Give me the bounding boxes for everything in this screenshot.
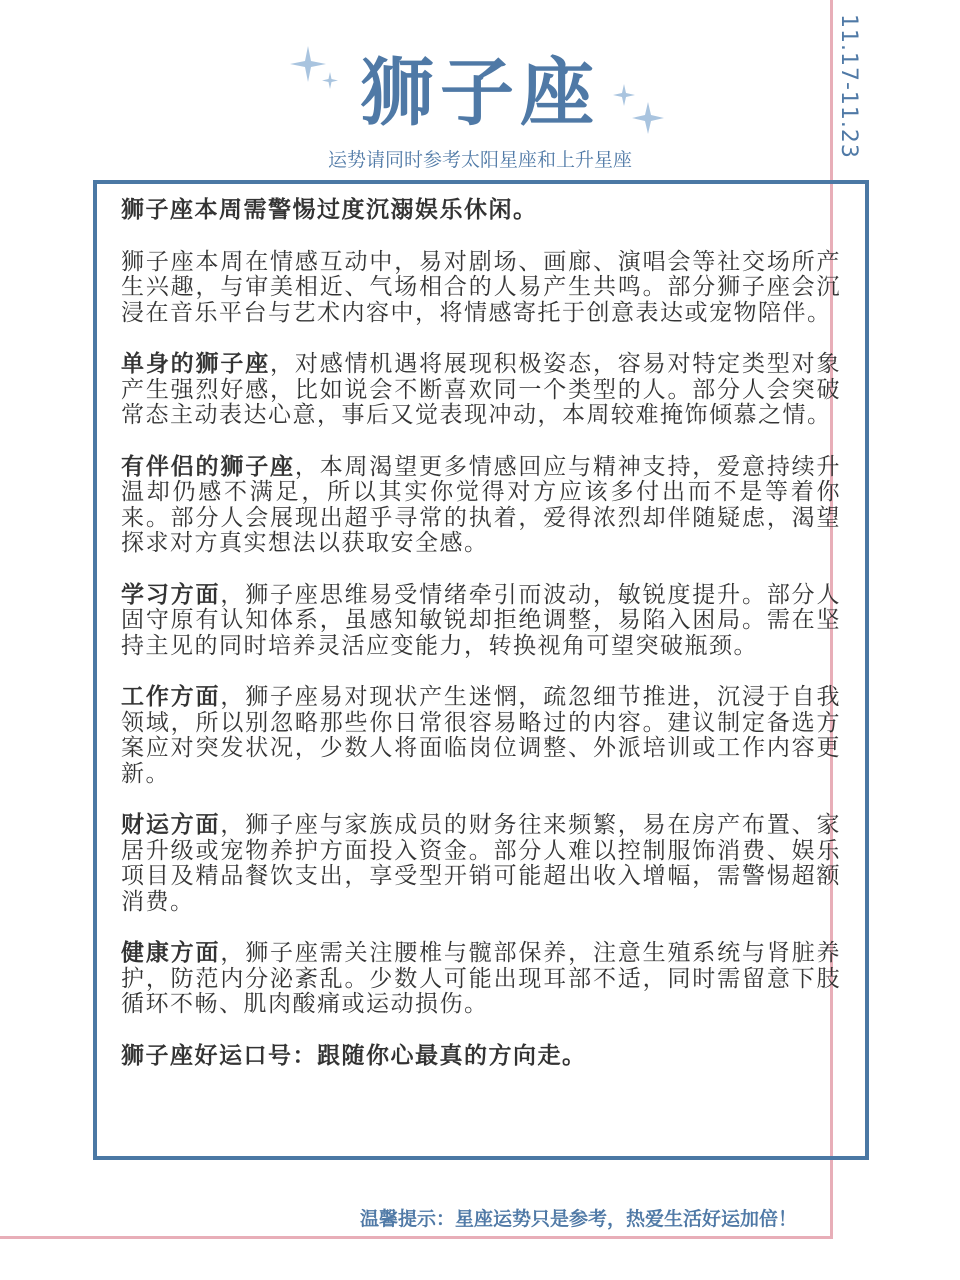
intro-paragraph: 狮子座本周需警惕过度沉溺娱乐休闲。 (121, 197, 538, 223)
work-paragraph: 工作方面，狮子座易对现状产生迷惘，疏忽细节推进，沉浸于自我领域，所以别忽略那些你日常很容易略过的内容。建议制定备选方案应对突发状况，少数人将面临岗位调整、外派培训或工作内容更新。 (121, 684, 842, 787)
page-title: 狮子座 (360, 50, 600, 136)
slogan-paragraph: 狮子座好运口号：跟随你心最真的方向走。 (121, 1042, 587, 1069)
date-range: 11.17-11.23 (836, 14, 861, 159)
work-label: 工作方面 (121, 684, 221, 710)
partner-label: 有伴侣的狮子座 (121, 453, 295, 480)
wealth-paragraph: 财运方面，狮子座与家族成员的财务往来频繁，易在房产布置、家居升级或宠物养护方面投入资金。部分人难以控制服饰消费、娱乐项目及精品餐饮支出，享受型开销可能超出收入增幅，需警惕超额消费。 (121, 812, 842, 915)
emotion-paragraph: 狮子座本周在情感互动中，易对剧场、画廊、演唱会等社交场所产生兴趣，与审美相近、气场相合的人易产生共鸣。部分狮子座会沉浸在音乐平台与艺术内容中，将情感寄托于创意表达或宠物陪伴。 (121, 248, 841, 326)
study-paragraph: 学习方面，狮子座思维易受情绪牵引而波动，敏锐度提升。部分人固守原有认知体系，虽感知敏锐却拒绝调整，易陷入困局。需在坚持主见的同时培养灵活应变能力，转换视角可望突破瓶颈。 (121, 581, 842, 659)
study-label: 学习方面 (121, 581, 221, 608)
footer-tip: 温馨提示：星座运势只是参考，热爱生活好运加倍！ (360, 1208, 798, 1230)
health-paragraph: 健康方面，狮子座需关注腰椎与髋部保养，注意生殖系统与肾脏养护，防范内分泌紊乱。少数人可能出现耳部不适，同时需留意下肢循环不畅、肌肉酸痛或运动损伤。 (121, 940, 842, 1017)
health-label: 健康方面 (121, 940, 221, 966)
horoscope-card (93, 180, 869, 1160)
pink-horizontal-line (0, 1236, 833, 1239)
wealth-label: 财运方面 (121, 812, 221, 838)
single-paragraph: 单身的狮子座，对感情机遇将展现积极姿态，容易对特定类型对象产生强烈好感，比如说会不断喜欢同一个类型的人。部分人会突破常态主动表达心意，事后又觉表现冲动，本周较难掩饰倾慕之情。 (121, 351, 842, 428)
partner-paragraph: 有伴侣的狮子座，本周渴望更多情感回应与精神支持，爱意持续升温却仍感不满足，所以其实你觉得对方应该多付出而不是等着你来。部分人会展现出超乎寻常的执着，爱得浓烈却伴随疑虑，渴望探求对方真实想法以获取安全感。 (121, 453, 842, 556)
subtitle: 运势请同时参考太阳星座和上升星座 (327, 149, 632, 171)
single-label: 单身的狮子座 (121, 351, 271, 377)
